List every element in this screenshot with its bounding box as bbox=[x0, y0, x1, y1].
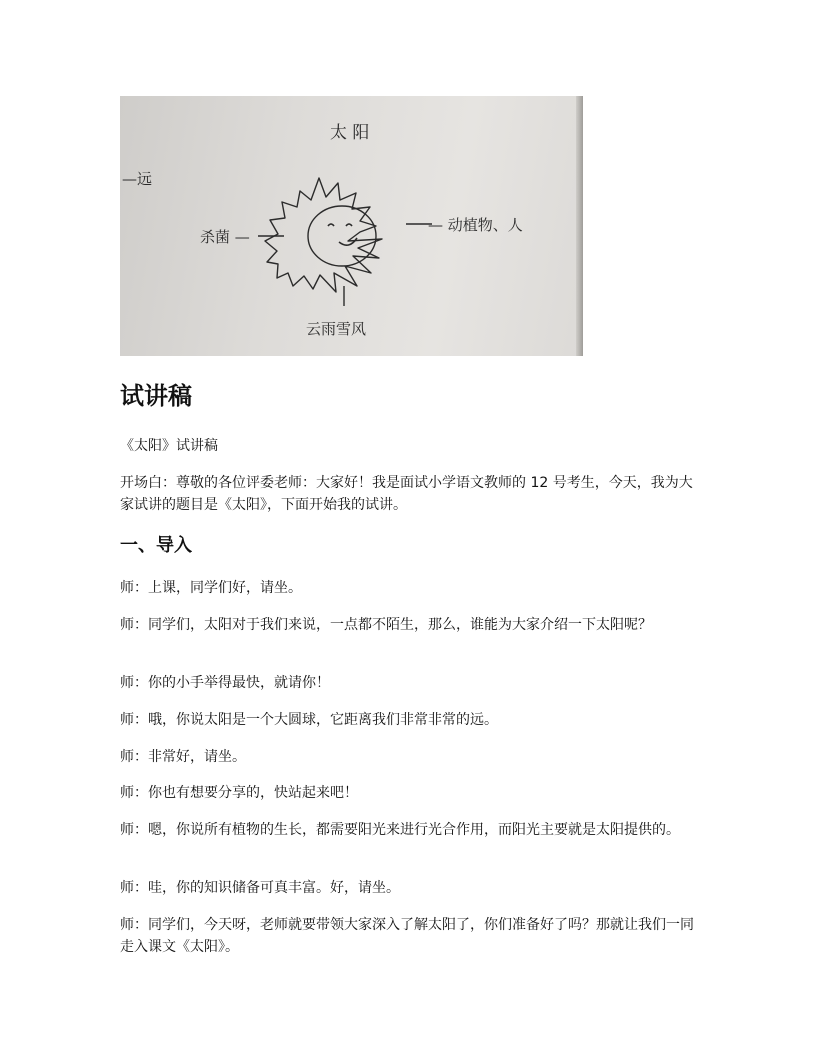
intro-paragraph: 开场白：尊敬的各位评委老师：大家好！我是面试小学语文教师的 12 号考生，今天，我为大家试讲的题目是《太阳》，下面开始我的试讲。 bbox=[120, 475, 693, 513]
diagram-label-life: — 动植物、人 bbox=[428, 216, 523, 234]
dialogue-line: 师：同学们，太阳对于我们来说，一点都不陌生，那么，谁能为大家介绍一下太阳呢？ bbox=[120, 617, 652, 633]
diagram-label-sterilize: 杀菌 — bbox=[200, 228, 250, 246]
section-heading-intro: 一、导入 bbox=[120, 535, 192, 556]
dialogue-line: 师：上课，同学们好，请坐。 bbox=[120, 580, 302, 596]
dialogue-line: 师：嗯，你说所有植物的生长，都需要阳光来进行光合作用，而阳光主要就是太阳提供的。 bbox=[120, 822, 680, 838]
document-subtitle: 《太阳》试讲稿 bbox=[120, 438, 218, 454]
dialogue-line: 师：你也有想要分享的，快站起来吧！ bbox=[120, 785, 358, 801]
sun-face bbox=[308, 206, 376, 266]
diagram-label-far: —远 bbox=[122, 170, 153, 188]
sun-diagram-photo bbox=[120, 96, 583, 356]
sun-diagram bbox=[120, 96, 583, 356]
dialogue-line: 师：你的小手举得最快，就请你！ bbox=[120, 675, 330, 691]
dialogue-line: 师：哦，你说太阳是一个大圆球，它距离我们非常非常的远。 bbox=[120, 712, 498, 728]
document-heading: 试讲稿 bbox=[120, 382, 192, 410]
sun-left-eye bbox=[328, 224, 334, 226]
photo-page-edge bbox=[576, 96, 583, 356]
dialogue-line: 师：同学们，今天呀，老师就要带领大家深入了解太阳了，你们准备好了吗？那就让我们一同走入课文《太阳》。 bbox=[120, 917, 694, 955]
diagram-title: 太 阳 bbox=[330, 123, 370, 143]
dialogue-line: 师：非常好，请坐。 bbox=[120, 749, 246, 765]
sun-rays bbox=[265, 178, 382, 292]
diagram-label-weather: 云雨雪风 bbox=[306, 320, 367, 338]
dialogue-line: 师：哇，你的知识储备可真丰富。好，请坐。 bbox=[120, 880, 400, 896]
sun-right-eye bbox=[346, 224, 352, 226]
